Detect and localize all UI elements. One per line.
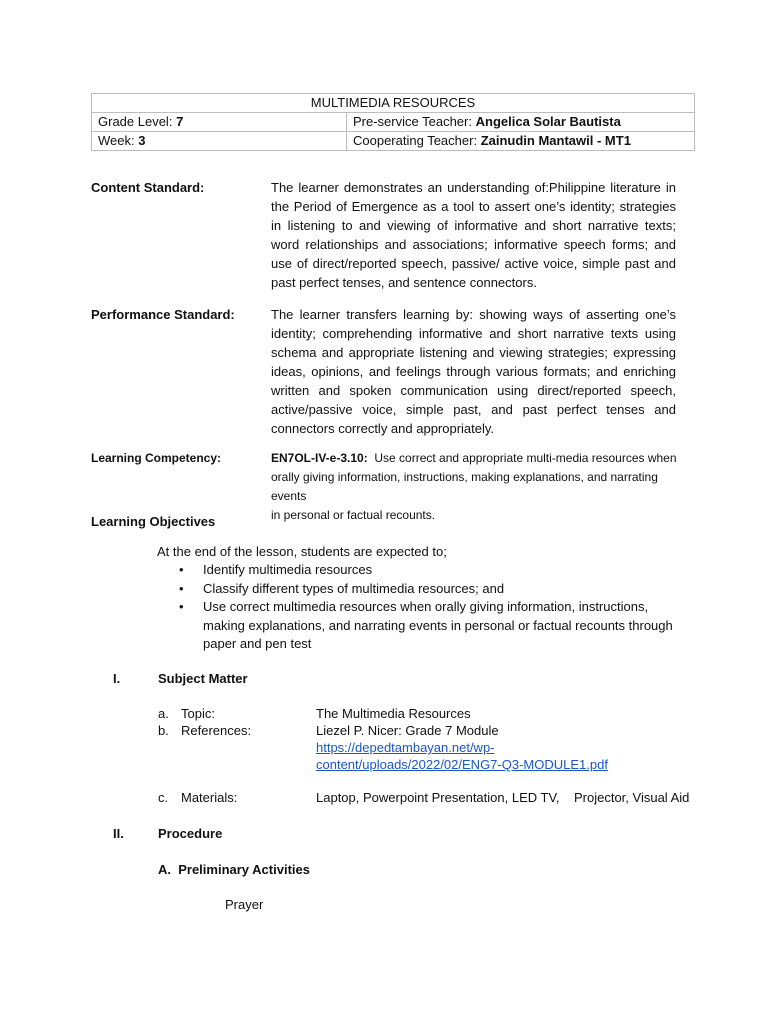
references-label: References: xyxy=(181,723,252,738)
learning-objectives-heading: Learning Objectives xyxy=(91,514,216,529)
objective-text: Identify multimedia resources xyxy=(203,562,373,577)
materials-label: Materials: xyxy=(181,790,238,805)
preservice-teacher-label: Pre-service Teacher: xyxy=(353,114,472,129)
subject-matter-number: I. xyxy=(113,671,121,686)
bullet-icon: • xyxy=(179,580,184,596)
bullet-icon: • xyxy=(179,599,184,614)
prayer-text: Prayer xyxy=(225,897,264,912)
competency-line-1: Use correct and appropriate multi-media resources when xyxy=(374,451,677,465)
objectives-intro: At the end of the lesson, students are expected to; xyxy=(157,544,447,559)
performance-standard-text: The learner transfers learning by: showing ways of asserting one’s identity; comprehending informative and short narrative texts using schema and appropriate listening and viewing strategies; expressing ideas, opinions, and feelings through various formats; and enriching written and spoken communication using direct/reported speech, active/passive voice, simple past, and past perfect tenses and connectors correctly and appropriately. xyxy=(271,307,676,436)
materials-value: Laptop, Powerpoint Presentation, LED TV, Projector, Visual Aid xyxy=(316,790,690,805)
week-cell xyxy=(92,132,347,151)
reference-link-line-2[interactable]: content/uploads/2022/02/ENG7-Q3-MODULE1.pdf xyxy=(316,757,608,772)
competency-line-3: in personal or factual recounts. xyxy=(271,508,436,522)
subject-matter-title: Subject Matter xyxy=(158,671,248,686)
grade-level-label: Grade Level: xyxy=(98,114,173,129)
competency-code: EN7OL-IV-e-3.10: xyxy=(271,451,368,465)
procedure-number: II. xyxy=(113,826,124,841)
week-label: Week: xyxy=(98,133,135,148)
header-table xyxy=(91,93,695,151)
competency-line-2: orally giving information, instructions, making explanations, and narrating events xyxy=(271,470,658,503)
list-item xyxy=(157,580,677,599)
cooperating-teacher-cell xyxy=(347,132,695,151)
grade-level-cell xyxy=(92,113,347,132)
week-value: 3 xyxy=(138,133,146,148)
preservice-teacher-cell xyxy=(347,113,695,132)
grade-level-value: 7 xyxy=(176,114,184,129)
preservice-teacher-value: Angelica Solar Bautista xyxy=(475,114,621,129)
document-title: MULTIMEDIA RESOURCES xyxy=(92,94,695,113)
content-standard-label: Content Standard: xyxy=(91,180,205,195)
performance-standard-label: Performance Standard: xyxy=(91,307,235,322)
references-key: b. xyxy=(158,723,169,738)
reference-link-line-1[interactable]: https://depedtambayan.net/wp- xyxy=(316,740,495,755)
bullet-icon: • xyxy=(179,562,184,577)
content-standard-text: The learner demonstrates an understanding of:Philippine literature in the Period of Emergence as a tool to assert one’s identity; strategies in listening to and viewing of informative and short narrative texts; word relationships and associations; informative speech forms; and use of direct/reported speech, passive/ active voice, simple past and past perfect tenses, and sentence connectors. xyxy=(271,180,676,290)
topic-value: The Multimedia Resources xyxy=(316,706,471,721)
topic-label: Topic: xyxy=(181,706,215,721)
procedure-title: Procedure xyxy=(158,826,223,841)
preliminary-activities-title: A. Preliminary Activities xyxy=(158,862,310,877)
list-item xyxy=(157,598,677,654)
materials-key: c. xyxy=(158,790,169,805)
objective-text: Use correct multimedia resources when orally giving information, instructions, making explanations, and narrating events in personal or factual recounts through paper and pen test xyxy=(203,599,673,651)
references-value: Liezel P. Nicer: Grade 7 Module xyxy=(316,723,499,738)
learning-competency-text xyxy=(271,449,691,525)
list-item xyxy=(157,561,677,580)
cooperating-teacher-value: Zainudin Mantawil - MT1 xyxy=(480,133,631,148)
objective-text: Classify different types of multimedia resources; and xyxy=(203,580,505,596)
topic-key: a. xyxy=(158,706,169,721)
learning-competency-label: Learning Competency: xyxy=(91,451,222,465)
objectives-list xyxy=(157,561,677,654)
cooperating-teacher-label: Cooperating Teacher: xyxy=(353,133,478,148)
